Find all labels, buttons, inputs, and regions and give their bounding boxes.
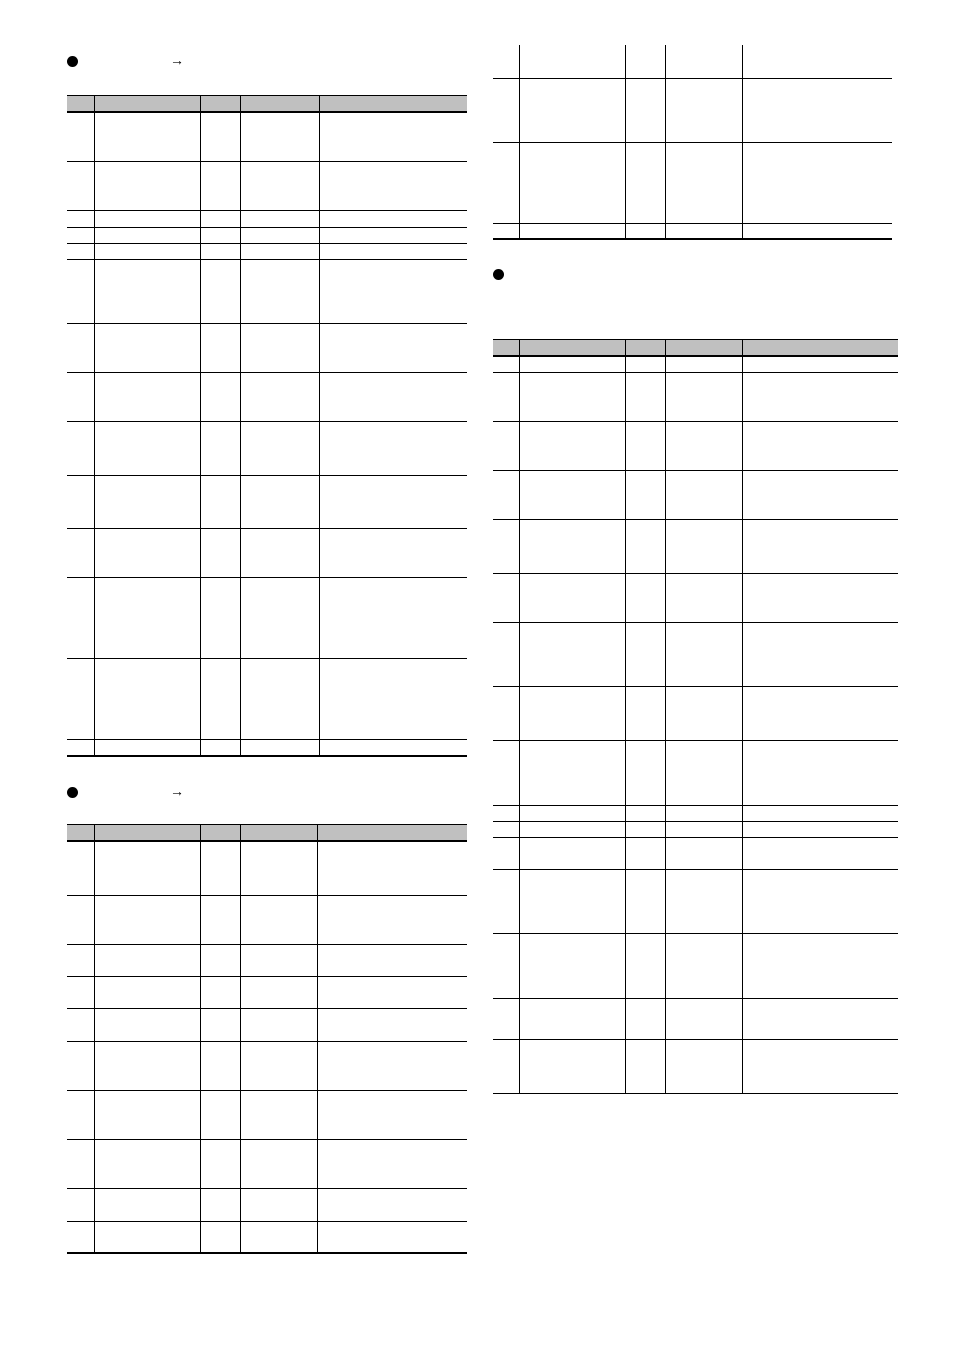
table-cell bbox=[67, 577, 94, 658]
table-cell bbox=[625, 1039, 665, 1093]
table-row bbox=[493, 740, 898, 805]
table-cell bbox=[493, 686, 519, 740]
table-cell bbox=[319, 658, 467, 739]
table-cell bbox=[200, 323, 240, 372]
table-cell bbox=[519, 142, 625, 223]
table-cell bbox=[240, 210, 319, 227]
table-row bbox=[493, 933, 898, 998]
table-cell bbox=[742, 223, 892, 239]
table-cell bbox=[493, 78, 519, 142]
section-title-right-bottom bbox=[493, 267, 533, 285]
table-cell bbox=[625, 470, 665, 519]
table-cell bbox=[625, 223, 665, 239]
table-cell bbox=[67, 210, 94, 227]
table-cell bbox=[94, 475, 200, 528]
table-cell bbox=[625, 142, 665, 223]
table-cell bbox=[519, 421, 625, 470]
table-cell bbox=[519, 78, 625, 142]
table-cell bbox=[67, 739, 94, 756]
table-cell bbox=[665, 421, 742, 470]
table-cell bbox=[742, 837, 898, 869]
table-cell bbox=[665, 622, 742, 686]
table-cell bbox=[240, 1090, 317, 1139]
table-cell bbox=[94, 944, 200, 976]
table-cell bbox=[240, 475, 319, 528]
table-cell bbox=[317, 1041, 467, 1090]
table-cell bbox=[519, 372, 625, 421]
table-cell bbox=[493, 356, 519, 372]
table-cell bbox=[625, 740, 665, 805]
table-cell bbox=[94, 841, 200, 895]
table-cell bbox=[200, 112, 240, 161]
table-cell bbox=[493, 740, 519, 805]
table-cell bbox=[519, 805, 625, 821]
table-row bbox=[493, 421, 898, 470]
spec-table-right-continued bbox=[493, 45, 892, 240]
table-cell bbox=[493, 372, 519, 421]
table-row bbox=[67, 475, 467, 528]
table-header-row bbox=[67, 825, 467, 842]
table-row bbox=[67, 1139, 467, 1188]
table-row bbox=[67, 259, 467, 323]
table-cell bbox=[625, 519, 665, 573]
table-cell bbox=[200, 944, 240, 976]
table-cell bbox=[317, 1221, 467, 1253]
table-cell bbox=[200, 577, 240, 658]
table-cell bbox=[625, 805, 665, 821]
table-cell bbox=[240, 528, 319, 577]
table-row bbox=[67, 577, 467, 658]
table-cell bbox=[665, 1039, 742, 1093]
table-cell bbox=[94, 1221, 200, 1253]
table-cell bbox=[665, 223, 742, 239]
table-cell bbox=[67, 112, 94, 161]
table-cell bbox=[317, 944, 467, 976]
table-cell bbox=[665, 45, 742, 78]
bullet-icon bbox=[67, 787, 78, 798]
table-row bbox=[67, 658, 467, 739]
table-row bbox=[67, 210, 467, 227]
table-row bbox=[493, 470, 898, 519]
table-row bbox=[67, 944, 467, 976]
table-cell bbox=[625, 78, 665, 142]
table-row bbox=[67, 1090, 467, 1139]
table-row bbox=[493, 869, 898, 933]
table-cell bbox=[665, 356, 742, 372]
table-cell bbox=[493, 998, 519, 1039]
table-cell bbox=[67, 841, 94, 895]
column-header bbox=[94, 96, 200, 113]
table-cell bbox=[625, 869, 665, 933]
table-row bbox=[493, 372, 898, 421]
table-row bbox=[493, 821, 898, 837]
table-cell bbox=[240, 323, 319, 372]
table-cell bbox=[94, 1041, 200, 1090]
table-cell bbox=[67, 1090, 94, 1139]
table-cell bbox=[94, 259, 200, 323]
table-cell bbox=[519, 686, 625, 740]
table-row bbox=[67, 841, 467, 895]
table-cell bbox=[200, 475, 240, 528]
table-cell bbox=[742, 933, 898, 998]
table-cell bbox=[519, 837, 625, 869]
table-cell bbox=[519, 223, 625, 239]
table-cell bbox=[493, 1039, 519, 1093]
table-cell bbox=[319, 161, 467, 210]
table-cell bbox=[317, 1139, 467, 1188]
table-cell bbox=[493, 470, 519, 519]
table-row bbox=[67, 1188, 467, 1221]
table-cell bbox=[67, 421, 94, 475]
table-cell bbox=[493, 821, 519, 837]
table-cell bbox=[493, 869, 519, 933]
table-cell bbox=[742, 869, 898, 933]
table-row bbox=[493, 998, 898, 1039]
table-cell bbox=[67, 1188, 94, 1221]
table-row bbox=[493, 622, 898, 686]
table-cell bbox=[625, 421, 665, 470]
table-cell bbox=[240, 161, 319, 210]
table-cell bbox=[94, 243, 200, 259]
table-cell bbox=[519, 821, 625, 837]
table-cell bbox=[200, 976, 240, 1008]
table-cell bbox=[94, 323, 200, 372]
table-cell bbox=[94, 577, 200, 658]
table-cell bbox=[742, 519, 898, 573]
table-cell bbox=[200, 841, 240, 895]
table-cell bbox=[67, 1008, 94, 1041]
table-cell bbox=[665, 933, 742, 998]
table-cell bbox=[200, 1221, 240, 1253]
table-cell bbox=[625, 837, 665, 869]
table-cell bbox=[519, 740, 625, 805]
table-cell bbox=[625, 356, 665, 372]
table-header-row bbox=[67, 96, 467, 113]
table-cell bbox=[94, 658, 200, 739]
table-cell bbox=[493, 837, 519, 869]
table-cell bbox=[200, 739, 240, 756]
table-cell bbox=[67, 528, 94, 577]
table-cell bbox=[94, 421, 200, 475]
table-cell bbox=[94, 227, 200, 243]
table-cell bbox=[200, 161, 240, 210]
table-cell bbox=[200, 243, 240, 259]
table-cell bbox=[200, 658, 240, 739]
table-cell bbox=[665, 78, 742, 142]
table-row bbox=[67, 976, 467, 1008]
table-cell bbox=[625, 686, 665, 740]
column-header bbox=[519, 340, 625, 357]
table-cell bbox=[94, 976, 200, 1008]
table-cell bbox=[67, 161, 94, 210]
table-row bbox=[493, 805, 898, 821]
table-cell bbox=[240, 1188, 317, 1221]
table-cell bbox=[240, 112, 319, 161]
table-cell bbox=[742, 421, 898, 470]
table-cell bbox=[94, 739, 200, 756]
table-cell bbox=[519, 1039, 625, 1093]
table-cell bbox=[742, 998, 898, 1039]
table-cell bbox=[742, 622, 898, 686]
bullet-icon bbox=[493, 269, 504, 280]
table-cell bbox=[519, 356, 625, 372]
table-cell bbox=[665, 686, 742, 740]
table-cell bbox=[519, 869, 625, 933]
column-header bbox=[317, 825, 467, 842]
section-title-left-bottom bbox=[67, 785, 207, 803]
table-cell bbox=[317, 841, 467, 895]
table-cell bbox=[200, 372, 240, 421]
table-cell bbox=[240, 421, 319, 475]
table-cell bbox=[625, 573, 665, 622]
table-cell bbox=[493, 805, 519, 821]
table-cell bbox=[742, 142, 892, 223]
column-header bbox=[493, 340, 519, 357]
table-header-row bbox=[493, 340, 898, 357]
table-cell bbox=[67, 1041, 94, 1090]
table-cell bbox=[67, 895, 94, 944]
table-cell bbox=[742, 372, 898, 421]
table-cell bbox=[240, 658, 319, 739]
table-cell bbox=[742, 78, 892, 142]
table-row bbox=[493, 78, 892, 142]
table-cell bbox=[240, 259, 319, 323]
table-cell bbox=[200, 895, 240, 944]
table-row bbox=[67, 372, 467, 421]
table-cell bbox=[665, 142, 742, 223]
table-cell bbox=[665, 821, 742, 837]
table-cell bbox=[94, 895, 200, 944]
spec-table-right-bottom bbox=[493, 339, 898, 1094]
table-row bbox=[493, 1039, 898, 1093]
table-cell bbox=[665, 998, 742, 1039]
column-header bbox=[240, 825, 317, 842]
table-cell bbox=[240, 577, 319, 658]
column-header bbox=[240, 96, 319, 113]
table-cell bbox=[493, 519, 519, 573]
table-cell bbox=[493, 142, 519, 223]
arrow-icon: → bbox=[170, 783, 184, 799]
table-cell bbox=[94, 1188, 200, 1221]
table-cell bbox=[67, 227, 94, 243]
table-cell bbox=[665, 372, 742, 421]
column-header bbox=[67, 96, 94, 113]
table-cell bbox=[67, 475, 94, 528]
bullet-icon bbox=[67, 56, 78, 67]
table-cell bbox=[493, 573, 519, 622]
table-row bbox=[67, 112, 467, 161]
table-cell bbox=[742, 45, 892, 78]
table-row bbox=[67, 895, 467, 944]
table-cell bbox=[742, 740, 898, 805]
table-cell bbox=[317, 1090, 467, 1139]
spec-table-left-bottom bbox=[67, 824, 467, 1254]
table-cell bbox=[742, 686, 898, 740]
table-cell bbox=[240, 1008, 317, 1041]
table-cell bbox=[493, 622, 519, 686]
column-header bbox=[200, 96, 240, 113]
table-cell bbox=[519, 933, 625, 998]
column-header bbox=[94, 825, 200, 842]
table-cell bbox=[94, 112, 200, 161]
table-cell bbox=[319, 323, 467, 372]
table-cell bbox=[625, 998, 665, 1039]
table-cell bbox=[317, 1188, 467, 1221]
table-row bbox=[67, 161, 467, 210]
table-cell bbox=[200, 1041, 240, 1090]
table-cell bbox=[94, 1008, 200, 1041]
table-cell bbox=[319, 372, 467, 421]
table-cell bbox=[67, 944, 94, 976]
table-cell bbox=[317, 1008, 467, 1041]
table-cell bbox=[200, 227, 240, 243]
table-cell bbox=[200, 259, 240, 323]
column-header bbox=[742, 340, 898, 357]
table-cell bbox=[519, 470, 625, 519]
table-cell bbox=[319, 259, 467, 323]
table-cell bbox=[200, 1139, 240, 1188]
table-cell bbox=[319, 243, 467, 259]
table-cell bbox=[94, 1139, 200, 1188]
table-row bbox=[493, 573, 898, 622]
table-row bbox=[67, 1221, 467, 1253]
column-header bbox=[665, 340, 742, 357]
table-cell bbox=[625, 821, 665, 837]
table-cell bbox=[319, 112, 467, 161]
table-cell bbox=[200, 421, 240, 475]
table-cell bbox=[519, 45, 625, 78]
spec-table-left-top bbox=[67, 95, 467, 757]
table-row bbox=[493, 223, 892, 239]
table-cell bbox=[240, 841, 317, 895]
table-cell bbox=[67, 976, 94, 1008]
table-cell bbox=[240, 243, 319, 259]
table-row bbox=[493, 837, 898, 869]
table-cell bbox=[665, 740, 742, 805]
table-cell bbox=[519, 622, 625, 686]
arrow-icon: → bbox=[170, 52, 184, 68]
table-cell bbox=[67, 259, 94, 323]
table-cell bbox=[67, 1139, 94, 1188]
table-cell bbox=[317, 976, 467, 1008]
table-cell bbox=[240, 944, 317, 976]
table-cell bbox=[742, 356, 898, 372]
table-row bbox=[493, 142, 892, 223]
table-cell bbox=[319, 227, 467, 243]
table-row bbox=[67, 739, 467, 756]
table-cell bbox=[240, 1139, 317, 1188]
table-cell bbox=[94, 372, 200, 421]
table-cell bbox=[240, 739, 319, 756]
table-cell bbox=[319, 421, 467, 475]
table-cell bbox=[625, 933, 665, 998]
table-cell bbox=[625, 622, 665, 686]
table-cell bbox=[94, 1090, 200, 1139]
table-cell bbox=[665, 573, 742, 622]
table-cell bbox=[67, 323, 94, 372]
table-cell bbox=[94, 528, 200, 577]
table-cell bbox=[742, 573, 898, 622]
table-cell bbox=[665, 805, 742, 821]
table-cell bbox=[240, 895, 317, 944]
table-row bbox=[67, 323, 467, 372]
table-cell bbox=[665, 470, 742, 519]
table-cell bbox=[240, 976, 317, 1008]
table-cell bbox=[665, 519, 742, 573]
table-cell bbox=[240, 372, 319, 421]
table-cell bbox=[319, 210, 467, 227]
section-title-left-top bbox=[67, 54, 207, 72]
table-cell bbox=[67, 1221, 94, 1253]
table-cell bbox=[519, 573, 625, 622]
table-cell bbox=[319, 528, 467, 577]
table-cell bbox=[200, 1188, 240, 1221]
table-cell bbox=[67, 372, 94, 421]
table-row bbox=[67, 243, 467, 259]
table-row bbox=[67, 1008, 467, 1041]
table-cell bbox=[94, 210, 200, 227]
table-cell bbox=[519, 998, 625, 1039]
table-cell bbox=[665, 869, 742, 933]
table-cell bbox=[742, 805, 898, 821]
table-row bbox=[67, 528, 467, 577]
table-cell bbox=[493, 933, 519, 998]
table-cell bbox=[200, 210, 240, 227]
table-cell bbox=[67, 658, 94, 739]
column-header bbox=[67, 825, 94, 842]
table-cell bbox=[67, 243, 94, 259]
table-cell bbox=[200, 1008, 240, 1041]
table-cell bbox=[742, 470, 898, 519]
table-cell bbox=[200, 528, 240, 577]
column-header bbox=[319, 96, 467, 113]
table-cell bbox=[240, 227, 319, 243]
table-cell bbox=[319, 577, 467, 658]
column-header bbox=[625, 340, 665, 357]
table-cell bbox=[625, 372, 665, 421]
table-cell bbox=[240, 1221, 317, 1253]
table-cell bbox=[94, 161, 200, 210]
table-cell bbox=[493, 223, 519, 239]
table-cell bbox=[742, 821, 898, 837]
table-row bbox=[493, 686, 898, 740]
table-cell bbox=[240, 1041, 317, 1090]
table-cell bbox=[319, 739, 467, 756]
table-row bbox=[493, 356, 898, 372]
table-cell bbox=[519, 519, 625, 573]
table-cell bbox=[317, 895, 467, 944]
table-cell bbox=[742, 1039, 898, 1093]
column-header bbox=[200, 825, 240, 842]
table-cell bbox=[200, 1090, 240, 1139]
table-row bbox=[67, 1041, 467, 1090]
table-row bbox=[493, 519, 898, 573]
table-cell bbox=[319, 475, 467, 528]
table-cell bbox=[493, 45, 519, 78]
table-cell bbox=[625, 45, 665, 78]
table-row bbox=[67, 421, 467, 475]
table-cell bbox=[493, 421, 519, 470]
table-cell bbox=[665, 837, 742, 869]
table-row bbox=[493, 45, 892, 78]
table-row bbox=[67, 227, 467, 243]
